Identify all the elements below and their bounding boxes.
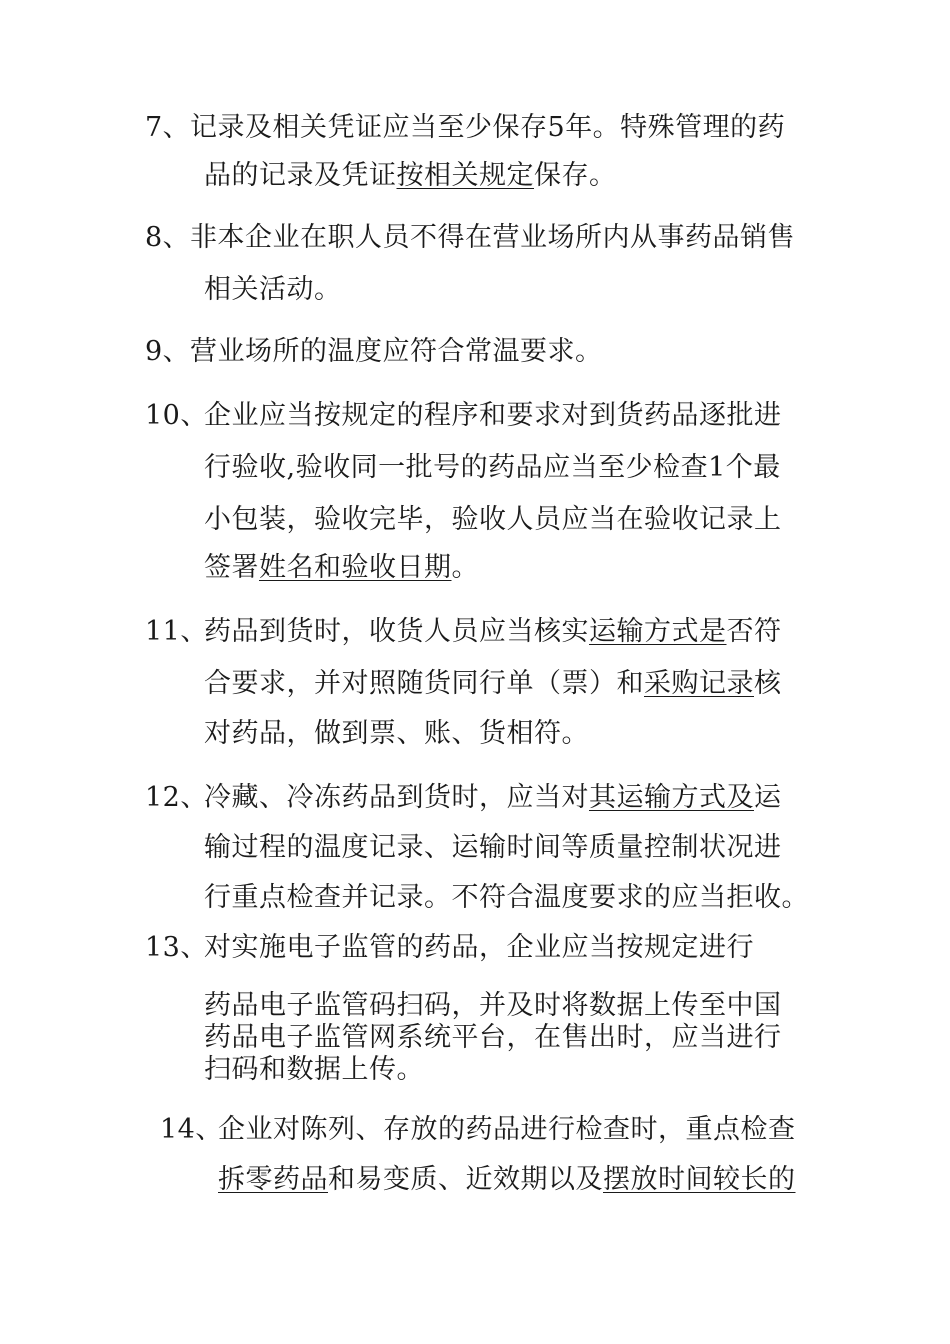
text-segment: 小包装，验收完毕，验收人员应当在验收记录上 [204,504,782,535]
text-segment: 行重点检查并记录。不符合温度要求的应当拒收。 [204,882,809,913]
text-line [204,716,589,752]
text-segment: 保存。 [534,160,617,191]
text-line [190,334,603,370]
item-number: 14、 [160,1114,223,1145]
text-segment: 营业场所的温度应符合常温要求。 [190,336,603,367]
text-line [218,1162,796,1198]
item-number: 8、 [145,222,191,253]
text-segment: 扫码和数据上传。 [204,1054,424,1085]
text-segment: 药品电子监管码扫码，并及时将数据上传至中国 [204,990,782,1021]
text-line [190,220,795,256]
text-line [204,780,782,816]
text-segment: 企业应当按规定的程序和要求对到货药品逐批进 [204,400,782,431]
underlined-text: 按相关规定 [396,160,534,191]
item-number: 7、 [145,112,191,143]
item-number: 13、 [145,932,208,963]
text-segment: 企业对陈列、存放的药品进行检查时，重点检查 [218,1114,796,1145]
text-segment: 年。特殊管理的药 [565,112,786,143]
text-segment: 非本企业在职人员不得在营业场所内从事药品销售 [190,222,795,253]
text-line [204,930,754,966]
text-segment: 记录及相关凭证应当至少保存 [190,112,548,143]
text-segment: 5 [547,112,566,143]
text-line [204,398,782,434]
underlined-text: 其运输方式及 [589,782,754,813]
text-line [204,158,617,194]
text-line [204,502,782,538]
text-line [218,1112,796,1148]
text-line [204,1020,782,1056]
underlined-text: 采购记录 [644,668,754,699]
underlined-text: 运输方式是 [589,616,727,647]
text-line [190,110,785,146]
text-line [204,272,342,308]
text-line [204,880,809,916]
text-segment: 运 [754,782,782,813]
text-line [204,614,782,650]
text-segment: 相关活动。 [204,274,342,305]
text-segment: 签署 [204,552,259,583]
text-segment: 行验收,验收同一批号的药品应当至少检查 [204,452,709,483]
text-segment: 核 [754,668,782,699]
text-line [204,450,781,486]
text-segment: 对实施电子监管的药品，企业应当按规定进行 [204,932,754,963]
underlined-text: 摆放时间较长的 [603,1164,796,1195]
text-line [204,666,782,702]
item-number: 10、 [145,400,208,431]
text-segment: 药品到货时，收货人员应当核实 [204,616,589,647]
text-line [204,550,479,586]
text-segment: 品的记录及凭证 [204,160,397,191]
text-line [204,830,782,866]
text-segment: 否符 [726,616,782,647]
text-segment: 对药品，做到票、账、货相符。 [204,718,589,749]
text-line [204,1052,424,1088]
text-segment: 合要求，并对照随货同行单（票）和 [204,668,644,699]
text-line [204,988,782,1024]
item-number: 12、 [145,782,208,813]
underlined-text: 姓名和验收日期 [259,552,452,583]
text-segment: 药品电子监管网系统平台，在售出时，应当进行 [204,1022,782,1053]
item-number: 11、 [145,616,208,647]
text-segment: 1 [708,452,726,483]
text-segment: 。 [451,552,479,583]
text-segment: 和易变质、近效期以及 [328,1164,603,1195]
item-number: 9、 [145,336,191,367]
underlined-text: 拆零药品 [218,1164,328,1195]
text-segment: 冷藏、冷冻药品到货时，应当对 [204,782,589,813]
text-segment: 输过程的温度记录、运输时间等质量控制状况进 [204,832,782,863]
text-segment: 个最 [725,452,781,483]
